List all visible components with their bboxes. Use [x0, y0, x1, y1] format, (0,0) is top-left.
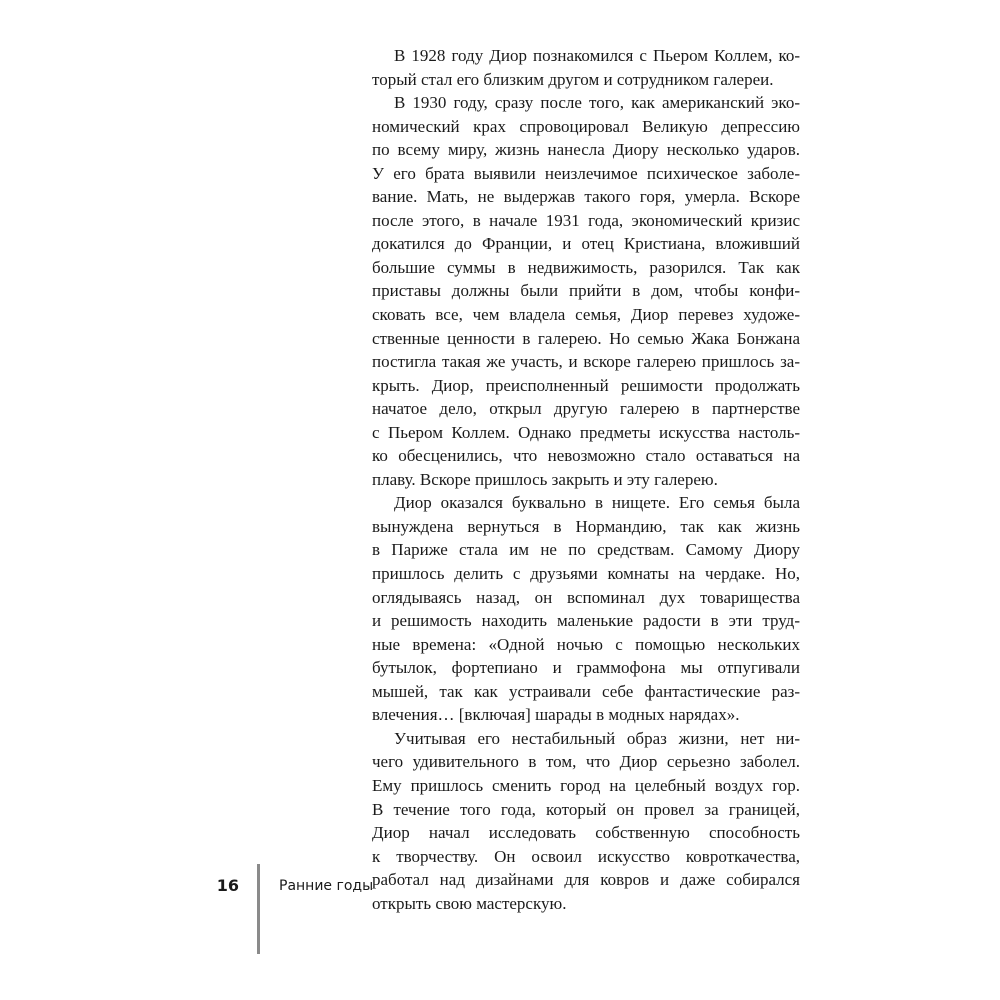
text-line: влечения… [включая] шарады в модных нарядах».: [372, 705, 740, 725]
text-column: [372, 44, 800, 915]
text-line: в Париже стала им не по средствам. Самому Диору: [372, 540, 800, 560]
paragraph-3: [372, 491, 800, 726]
text-line: оглядываясь назад, он вспоминал дух товарищества: [372, 587, 800, 607]
text-line: В 1928 году Диор познакомился с Пьером Коллем, ко-: [394, 46, 800, 65]
text-line: большие суммы в недвижимость, разорился. Так как: [372, 257, 800, 277]
text-line: начатое дело, открыл другую галерею в партнерстве: [372, 399, 800, 419]
text-line: работал над дизайнами для ковров и даже собирался: [372, 870, 800, 890]
text-line: открыть свою мастерскую.: [372, 893, 567, 913]
paragraph-1: [372, 44, 800, 91]
text-line: чего удивительного в том, что Диор серьезно заболел.: [372, 752, 800, 772]
text-line: торый стал его близким другом и сотрудником галереи.: [372, 69, 774, 89]
text-line: сковать все, чем владела семья, Диор перевез художе-: [372, 305, 800, 325]
text-line: Диор начал исследовать собственную способность: [372, 823, 800, 843]
paragraph-4: [372, 727, 800, 915]
running-footer-title: Ранние годы: [279, 878, 374, 894]
text-line: мышей, так как устраивали себе фантастические раз-: [372, 681, 800, 701]
text-line: вание. Мать, не выдержав такого горя, умерла. Вскоре: [372, 187, 800, 207]
text-line: к творчеству. Он освоил искусство ковроткачества,: [372, 846, 800, 866]
text-line: по всему миру, жизнь нанесла Диору несколько ударов.: [372, 140, 800, 160]
text-line: пришлось делить с друзьями комнаты на чердаке. Но,: [372, 564, 800, 584]
text-line: вынуждена вернуться в Нормандию, так как жизнь: [372, 516, 800, 536]
text-line: и решимость находить маленькие радости в эти труд-: [372, 611, 800, 631]
text-line: ко обесценились, что невозможно стало оставаться на: [372, 446, 800, 466]
text-line: В 1930 году, сразу после того, как американский эко-: [394, 93, 800, 113]
text-line: приставы должны были прийти в дом, чтобы конфи-: [372, 281, 800, 301]
text-line: докатился до Франции, и отец Кристиана, вложивший: [372, 234, 800, 254]
footer-divider: [257, 864, 260, 954]
text-line: номический крах спровоцировал Великую депрессию: [372, 116, 800, 136]
paragraph-2: [372, 91, 800, 491]
text-line: Учитывая его нестабильный образ жизни, нет ни-: [394, 728, 800, 748]
text-line: после этого, в начале 1931 года, экономический кризис: [372, 210, 800, 230]
text-line: с Пьером Коллем. Однако предметы искусства настоль-: [372, 422, 800, 442]
text-line: ные времена: «Одной ночью с помощью нескольких: [372, 634, 800, 654]
page-number: 16: [216, 876, 239, 895]
text-line: В течение того года, который он провел за границей,: [372, 799, 800, 819]
text-line: Ему пришлось сменить город на целебный воздух гор.: [372, 775, 800, 795]
text-line: Диор оказался буквально в нищете. Его семья была: [394, 493, 800, 513]
text-line: У его брата выявили неизлечимое психическое заболе-: [372, 163, 800, 183]
text-line: бутылок, фортепиано и граммофона мы отпугивали: [372, 658, 800, 678]
text-line: крыть. Диор, преисполненный решимости продолжать: [372, 375, 800, 395]
text-line: постигла такая же участь, и вскоре галерею пришлось за-: [372, 352, 800, 372]
text-line: ственные ценности в галерею. Но семью Жака Бонжана: [372, 328, 800, 348]
text-line: плаву. Вскоре пришлось закрыть и эту галерею.: [372, 469, 718, 489]
